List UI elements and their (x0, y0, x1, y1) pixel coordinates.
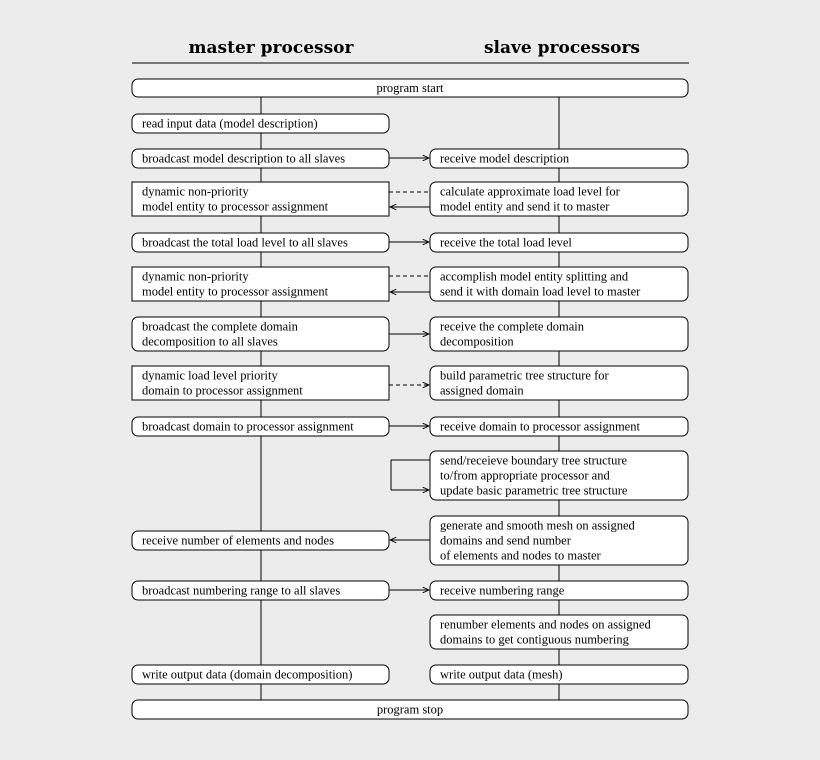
slave-step-box (430, 317, 688, 351)
slave-step-box (430, 451, 688, 500)
slave-step-box-text: receive the complete domain (440, 319, 585, 334)
master-step-box-text: broadcast model description to all slaves (142, 151, 346, 166)
slave-step-box (430, 182, 688, 216)
master-step-box-text: broadcast domain to processor assignment (142, 419, 354, 434)
slave-step-box-text: to/from appropriate processor and (440, 468, 610, 483)
master-step-box (132, 317, 389, 351)
slave-step-box-text: domains and send number (440, 533, 571, 548)
master-header: master processor (188, 38, 354, 58)
master-step-box-text: broadcast the total load level to all slaves (142, 235, 348, 250)
program-start-box (132, 79, 688, 97)
master-step-box (132, 114, 389, 133)
slave-step-box (430, 581, 688, 600)
master-step-box (132, 233, 389, 252)
slave-step-box (430, 665, 688, 684)
slave-step-box (430, 417, 688, 436)
slave-step-box (430, 233, 688, 252)
slave-step-box-text: receive model description (440, 151, 570, 166)
slave-step-box-text: build parametric tree structure for (440, 368, 609, 383)
program-stop-box-text: program stop (376, 702, 444, 717)
slave-step-box (430, 615, 688, 649)
slave-step-box-text: generate and smooth mesh on assigned (440, 518, 635, 533)
slave-step-box-text: assigned domain (440, 383, 524, 398)
master-step-box-text: dynamic load level priority (142, 368, 278, 383)
slave-step-box-text: receive domain to processor assignment (440, 419, 640, 434)
master-step-box (132, 581, 389, 600)
slave-step-box-text: receive numbering range (440, 583, 565, 598)
master-step-box (132, 531, 389, 550)
slave-step-box-text: receive the total load level (440, 235, 572, 250)
master-step-box (132, 182, 389, 216)
master-step-box (132, 665, 389, 684)
slave-step-box-text: decomposition (440, 334, 514, 349)
master-step-box-text: read input data (model description) (142, 116, 318, 131)
slave-header: slave processors (483, 38, 641, 58)
slave-step-box-text: send it with domain load level to master (440, 284, 641, 299)
slave-step-box-text: update basic parametric tree structure (440, 483, 628, 498)
master-step-box-text: receive number of elements and nodes (142, 533, 334, 548)
master-step-box-text: broadcast numbering range to all slaves (142, 583, 341, 598)
program-start-box-text: program start (376, 81, 444, 95)
slave-step-box-text: renumber elements and nodes on assigned (440, 617, 651, 632)
master-step-box-text: broadcast the complete domain (142, 319, 298, 334)
master-step-box-text: model entity to processor assignment (142, 284, 329, 299)
slave-step-box-text: send/receieve boundary tree structure (440, 453, 628, 468)
master-step-box (132, 149, 389, 168)
master-step-box (132, 366, 389, 400)
master-step-box-text: write output data (domain decomposition) (142, 667, 353, 682)
slave-step-box-text: domains to get contiguous numbering (440, 632, 629, 647)
slave-step-box-text: of elements and nodes to master (440, 548, 601, 563)
master-step-box-text: decomposition to all slaves (142, 334, 278, 349)
slave-step-box (430, 149, 688, 168)
master-step-box-text: dynamic non-priority (142, 184, 249, 199)
master-step-box (132, 417, 389, 436)
slave-step-box (430, 366, 688, 400)
slave-step-box-text: model entity and send it to master (440, 199, 610, 214)
master-step-box-text: dynamic non-priority (142, 269, 249, 284)
slave-step-box (430, 516, 688, 565)
program-stop-box (132, 700, 688, 719)
slave-step-box-text: write output data (mesh) (440, 667, 563, 682)
slave-step-box-text: calculate approximate load level for (440, 184, 620, 199)
master-step-box-text: model entity to processor assignment (142, 199, 329, 214)
slave-step-box-text: accomplish model entity splitting and (440, 269, 629, 284)
master-step-box (132, 267, 389, 301)
master-step-box-text: domain to processor assignment (142, 383, 303, 398)
slave-step-box (430, 267, 688, 301)
